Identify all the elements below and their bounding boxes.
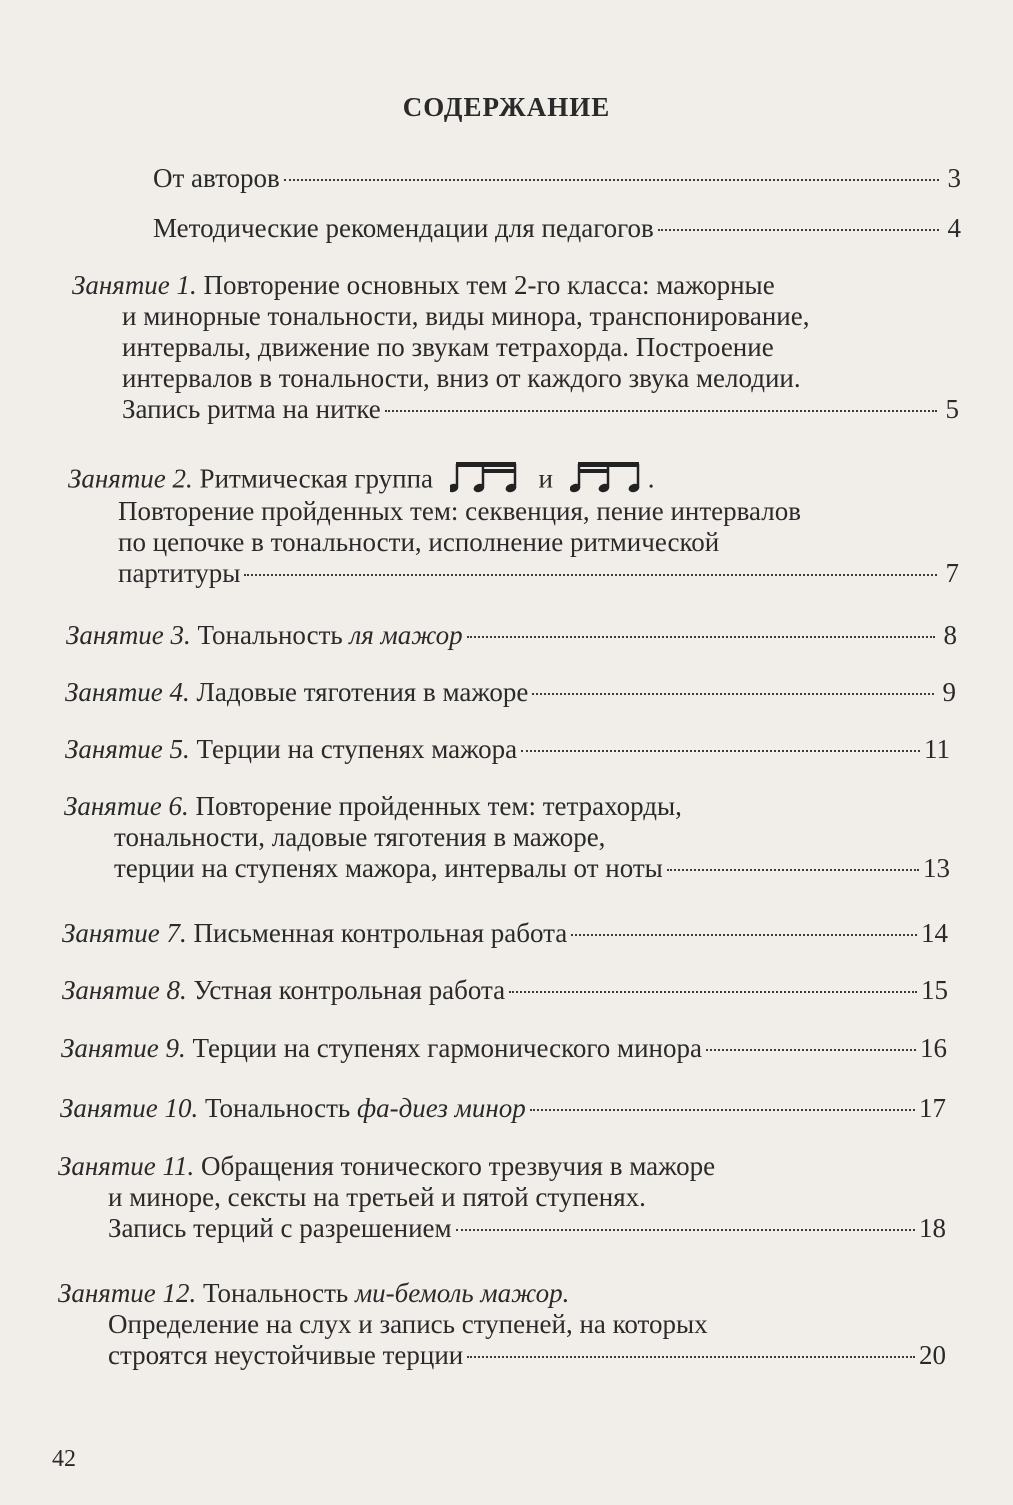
page-number: 42 xyxy=(52,1446,76,1472)
entry-text: От авторов xyxy=(153,163,280,193)
entry-text: Ритмическая группа xyxy=(199,463,434,494)
entry-text: Терции на ступенях мажора xyxy=(196,734,518,764)
toc-entry-lesson-3[interactable] xyxy=(66,620,957,651)
toc-entry-lesson-9[interactable] xyxy=(61,1033,947,1064)
toc-entry-guidelines[interactable] xyxy=(153,213,961,244)
entry-page-number: 8 xyxy=(943,620,957,650)
entry-page-number: 15 xyxy=(921,975,948,1005)
lesson-label: Занятие 11. xyxy=(58,1151,195,1181)
toc-entry-lesson-1[interactable] xyxy=(72,270,959,425)
entry-page-number: 14 xyxy=(921,918,948,948)
toc-entry-lesson-2[interactable] xyxy=(68,460,959,589)
lesson-label: Занятие 10. xyxy=(60,1093,199,1123)
entry-text: Терции на ступенях гармонического минора xyxy=(192,1033,702,1063)
entry-text: Методические рекомендации для педагогов xyxy=(153,213,654,243)
toc-entry-lesson-5[interactable] xyxy=(65,734,950,765)
entry-page-number: 7 xyxy=(945,558,959,588)
entry-text: Тональность xyxy=(197,620,343,650)
dot-leader xyxy=(571,934,917,936)
entry-text: Письменная контрольная работа xyxy=(193,918,568,948)
toc-entry-lesson-4[interactable] xyxy=(65,677,956,708)
dot-leader xyxy=(509,991,917,993)
entry-text: интервалов в тональности, вниз от каждого звука мелодии. xyxy=(122,363,801,393)
entry-text: Запись ритма на нитке xyxy=(122,394,381,424)
dot-leader xyxy=(706,1049,916,1051)
period-mark: . xyxy=(647,463,655,494)
toc-entry-lesson-11[interactable] xyxy=(58,1151,946,1244)
entry-page-number: 11 xyxy=(924,734,950,764)
entry-text: Повторение основных тем 2-го класса: мажорные xyxy=(203,270,775,300)
entry-text: Повторение пройденных тем: секвенция, пение интервалов xyxy=(118,496,802,526)
dot-leader xyxy=(521,750,920,752)
lesson-label: Занятие 1. xyxy=(72,270,197,300)
dot-leader xyxy=(530,1109,915,1111)
entry-text: и миноре, сексты на третьей и пятой ступенях. xyxy=(108,1182,646,1212)
lesson-label: Занятие 12. xyxy=(58,1278,197,1308)
entry-text: интервалы, движение по звукам тетрахорда. Построение xyxy=(122,332,774,362)
lesson-label: Занятие 7. xyxy=(62,918,187,948)
entry-text: Запись терций с разрешением xyxy=(108,1213,452,1243)
dot-leader xyxy=(456,1229,915,1231)
entry-page-number: 3 xyxy=(947,163,961,193)
entry-text: партитуры xyxy=(118,558,241,588)
toc-entry-lesson-8[interactable] xyxy=(62,975,948,1006)
lesson-label: Занятие 9. xyxy=(61,1033,186,1063)
entry-key-name: ля мажор xyxy=(349,620,463,650)
dot-leader xyxy=(658,229,939,231)
entry-page-number: 20 xyxy=(919,1340,946,1370)
entry-text: Устная контрольная работа xyxy=(193,975,506,1005)
toc-entry-from-authors[interactable] xyxy=(153,163,961,194)
entry-text: Тональность xyxy=(205,1093,351,1123)
dot-leader xyxy=(244,574,937,576)
entry-page-number: 5 xyxy=(945,394,959,424)
entry-text: Тональность xyxy=(203,1278,349,1308)
conjunction: и xyxy=(538,463,553,494)
dot-leader xyxy=(532,693,934,695)
toc-entry-lesson-10[interactable] xyxy=(60,1093,946,1124)
dot-leader xyxy=(667,869,919,871)
entry-text: строятся неустойчивые терции xyxy=(108,1340,464,1370)
toc-entry-lesson-6[interactable] xyxy=(64,791,950,884)
dot-leader xyxy=(467,1356,915,1358)
lesson-label: Занятие 3. xyxy=(66,620,191,650)
entry-text: терции на ступенях мажора, интервалы от ноты xyxy=(114,853,663,883)
entry-text: Повторение пройденных тем: тетрахорды, xyxy=(195,791,682,821)
lesson-label: Занятие 2. xyxy=(68,463,193,494)
dot-leader xyxy=(467,636,935,638)
dot-leader xyxy=(284,179,939,181)
lesson-label: Занятие 6. xyxy=(64,791,189,821)
toc-title: СОДЕРЖАНИЕ xyxy=(402,92,611,122)
entry-text: и минорные тональности, виды минора, транспонирование, xyxy=(122,301,810,331)
dot-leader xyxy=(385,410,937,412)
entry-text: тональности, ладовые тяготения в мажоре, xyxy=(114,822,606,852)
lesson-label: Занятие 4. xyxy=(65,677,190,707)
toc-entry-lesson-7[interactable] xyxy=(62,918,948,949)
entry-page-number: 17 xyxy=(919,1093,946,1123)
toc-entry-lesson-12[interactable] xyxy=(58,1278,946,1371)
entry-key-name: фа-диез минор xyxy=(356,1093,526,1123)
lesson-label: Занятие 5. xyxy=(65,734,190,764)
entry-page-number: 16 xyxy=(920,1033,947,1063)
entry-text: Определение на слух и запись ступеней, на которых xyxy=(108,1309,708,1339)
entry-page-number: 9 xyxy=(942,677,956,707)
entry-text: Ладовые тяготения в мажоре xyxy=(196,677,529,707)
entry-text: Обращения тонического трезвучия в мажоре xyxy=(201,1151,716,1181)
entry-page-number: 4 xyxy=(947,213,961,243)
lesson-label: Занятие 8. xyxy=(62,975,187,1005)
entry-text: по цепочке в тональности, исполнение ритмической xyxy=(118,527,720,557)
entry-key-name: ми-бемоль мажор. xyxy=(354,1278,570,1308)
entry-page-number: 18 xyxy=(919,1213,946,1243)
entry-page-number: 13 xyxy=(923,853,950,883)
